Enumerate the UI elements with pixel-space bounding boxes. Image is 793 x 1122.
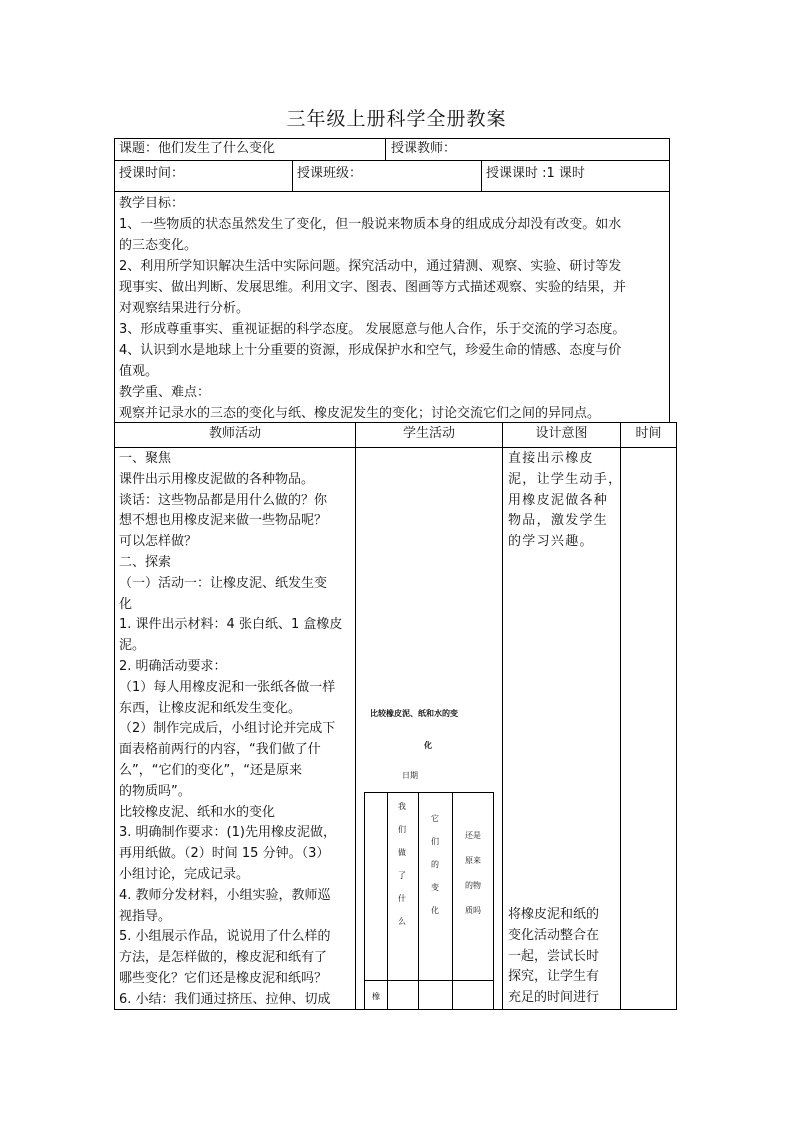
objective-line: 3、形成尊重事实、重视证据的科学态度。 发展愿意与他人合作，乐于交流的学习态度。 [119, 322, 626, 337]
design-intent-top [508, 449, 622, 553]
design-line: 探究，让学生有 [508, 969, 600, 985]
design-line: 泥，让学生动手， [508, 471, 623, 487]
design-line: 将橡皮泥和纸的 [508, 907, 600, 922]
column-header-design: 设计意图 [535, 426, 588, 441]
teacher-line: 小组讨论，完成记录。 [119, 866, 250, 882]
key-points-text: 观察并记录水的三态的变化与纸、橡皮泥发生的变化；讨论交流它们之间的异同点。 [119, 406, 601, 421]
design-line: 一起，尝试长时 [508, 948, 600, 964]
mini-col-same-substance: 还是 原来 的物 质吗 [465, 831, 481, 915]
teacher-line: 泥。 [119, 638, 146, 654]
design-line: 充足的时间进行 [508, 990, 600, 1006]
teacher-line: 3. 明确制作要求：(1)先用橡皮泥做， [119, 825, 336, 841]
teacher-line: 课件出示用橡皮泥做的各种物品。 [119, 471, 315, 487]
teacher-line: 5. 小组展示作品，说说用了什么样的 [119, 929, 331, 945]
teacher-line: 4. 教师分发材料，小组实验，教师巡 [119, 887, 331, 903]
objective-line: 对观察结果进行分析。 [119, 301, 250, 316]
page-title: 三年级上册科学全册教案 [286, 108, 507, 130]
objective-line: 4、认识到水是地球上十分重要的资源，形成保护水和空气，珍爱生命的情感、态度与价 [119, 343, 622, 358]
column-header-time: 时间 [635, 426, 662, 441]
mini-col-we-did: 我 们 做 了 什 么 [398, 802, 406, 926]
teacher-line: 再用纸做。（2）时间 15 分钟。（3） [119, 846, 330, 862]
teacher-activity-text [119, 449, 342, 1011]
teacher-line: 谈话：这些物品都是用什么做的？你 [119, 492, 328, 508]
objective-line: 值观。 [119, 364, 159, 379]
teacher-line: 二、探索 [119, 554, 172, 570]
teacher-label: 授课教师： [391, 141, 457, 156]
objectives-block [119, 193, 626, 424]
design-line: 用橡皮泥做各种 [508, 492, 609, 508]
column-header-student: 学生活动 [402, 426, 455, 441]
design-line: 物品，激发学生 [508, 513, 609, 529]
teacher-line: 1. 课件出示材料：4 张白纸、1 盒橡皮 [119, 617, 343, 633]
teacher-line: 哪些变化？它们还是橡皮泥和纸吗？ [119, 970, 328, 986]
objective-line: 的三态变化。 [119, 238, 198, 253]
teacher-line: 的物质吗”。 [119, 783, 191, 799]
teacher-line: （2）制作完成后，小组讨论并完成下 [119, 721, 336, 737]
teacher-line: 比较橡皮泥、纸和水的变化 [119, 804, 276, 820]
teacher-line: 面表格前两行的内容，“我们做了什 [119, 742, 321, 758]
time-label: 授课时间： [119, 166, 185, 181]
objective-line: 1、一些物质的状态虽然发生了变化，但一般说来物质本身的组成成分却没有改变。如水 [119, 217, 622, 232]
objective-line: 现事实、做出判断、发展思维。利用文字、图表、图画等方式描述观察、实验的结果，并 [119, 280, 627, 295]
design-line: 的学习兴趣。 [508, 534, 594, 550]
teacher-line: 化 [119, 596, 133, 612]
teacher-line: 一、聚焦 [119, 451, 172, 466]
teacher-line: 方法，是怎样做的，橡皮泥和纸有了 [119, 950, 328, 966]
objective-line: 2、利用所学知识解决生活中实际问题。探究活动中，通过猜测、观察、实验、研讨等发 [119, 259, 622, 274]
objectives-heading: 教学目标： [119, 196, 185, 211]
class-label: 授课班级： [297, 166, 363, 181]
mini-col-changes: 它 们 的 变 化 [431, 814, 439, 915]
mini-table-title: 比较橡皮泥、纸和水的变 [370, 709, 458, 718]
teacher-line: 想不想也用橡皮泥来做一些物品呢？ [119, 513, 328, 529]
topic-label: 课题：他们发生了什么变化 [119, 141, 276, 156]
teacher-line: （1）每人用橡皮泥和一张纸各做一样 [119, 679, 336, 695]
mini-table-title-cont: 化 [424, 741, 432, 750]
teacher-line: 6. 小结：我们通过挤压、拉伸、切成 [119, 991, 331, 1007]
teacher-line: （一）活动一：让橡皮泥、纸发生变 [119, 575, 328, 591]
key-points-heading: 教学重、难点： [119, 385, 211, 400]
column-header-teacher: 教师活动 [208, 426, 261, 441]
teacher-line: 视指导。 [119, 908, 172, 924]
design-intent-bottom [508, 905, 599, 1009]
mini-table-date: 日期 [402, 771, 418, 780]
mini-row-label: 橡 [372, 992, 380, 1001]
hours-label: 授课课时 :1 课时 [486, 166, 585, 181]
teacher-line: 2. 明确活动要求： [119, 658, 227, 674]
teacher-line: 东西，让橡皮泥和纸发生变化。 [119, 700, 302, 716]
design-line: 变化活动整合在 [508, 927, 600, 943]
teacher-line: 可以怎样做？ [119, 534, 198, 550]
design-line: 直接出示橡皮 [508, 451, 594, 466]
teacher-line: 么”，“它们的变化”，“还是原来 [119, 762, 302, 778]
